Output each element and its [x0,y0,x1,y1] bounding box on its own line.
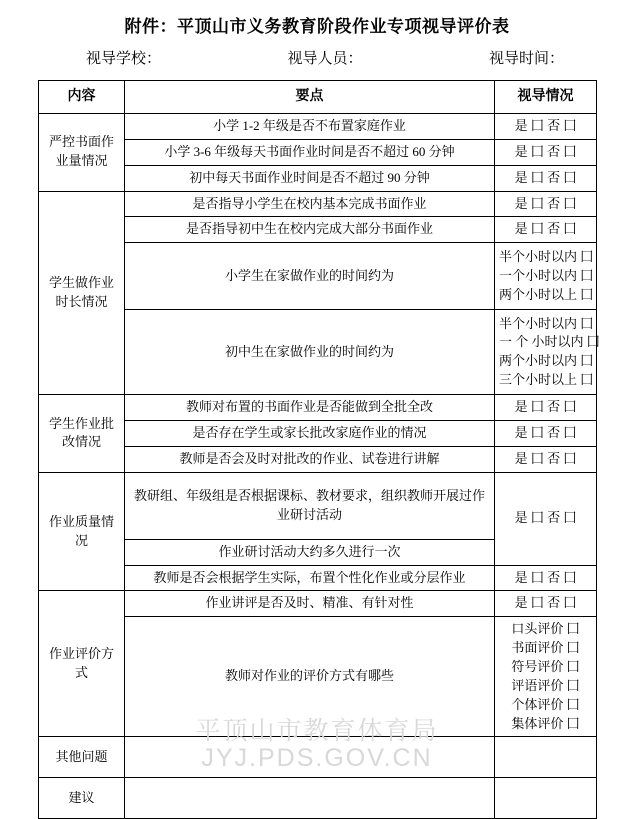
point-cell: 教师是否会根据学生实际，布置个性化作业或分层作业 [125,565,495,591]
status-option[interactable]: 书面评价 囗 [511,640,580,656]
status-cell[interactable]: 是 囗 否 囗 [495,565,597,591]
status-option[interactable]: 半个小时以内 囗 [499,248,594,264]
category-cell: 其他问题 [39,737,125,778]
document-page [0,12,634,805]
point-cell: 初中每天书面作业时间是否不超过 90 分钟 [125,165,495,191]
status-option[interactable]: 三个小时以上 囗 [499,372,594,388]
status-cell[interactable]: 是 囗 否 囗 [495,165,597,191]
status-option[interactable]: 个体评价 囗 [511,696,580,712]
category-cell [39,191,125,395]
status-cell[interactable]: 是 囗 否 囗 [495,114,597,140]
table-row [39,591,597,617]
point-cell: 初中生在家做作业的时间约为 [125,310,495,395]
category-label-line1: 学生做作业时长情况 [48,275,114,309]
status-cell[interactable]: 是 囗 否 囗 [495,421,597,447]
status-cell[interactable]: 是 囗 否 囗 [495,191,597,217]
point-cell: 教研组、年级组是否根据课标、教材要求，组织教师开展过作业研讨活动 [125,472,495,539]
header-points: 要点 [125,81,495,114]
category-cell: 建议 [39,778,125,819]
field-personnel: 视导人员： [287,51,363,67]
status-cell[interactable]: 是 囗 否 囗 [495,395,597,421]
status-cell[interactable]: 是 囗 否 囗 [495,591,597,617]
status-cell[interactable] [495,310,600,395]
status-option[interactable]: 一 个 小时以内 囗 [499,334,600,350]
watermark-line-cn: 平顶山市教育体育局 [195,717,439,745]
table-row [39,737,597,778]
header-fields [38,47,596,68]
header-status: 视导情况 [495,81,597,114]
table-row [39,114,597,140]
point-cell: 教师是否会及时对批改的作业、试卷进行讲解 [125,446,495,472]
page-title: 附件：平顶山市义务教育阶段作业专项视导评价表 [124,17,510,36]
status-cell[interactable] [495,778,597,819]
point-cell[interactable] [125,778,495,819]
field-time: 视导时间： [488,51,564,67]
status-option[interactable]: 两个小时以上 囗 [499,286,594,302]
category-label: 作业评价方式 [48,646,114,680]
point-cell: 作业研讨活动大约多久进行一次 [125,539,495,565]
status-option[interactable]: 符号评价 囗 [511,658,580,674]
category-cell: 严控书面作业量情况 [39,114,125,192]
status-cell[interactable]: 是 囗 否 囗 [495,217,597,243]
table-row [39,778,597,819]
table-row [39,395,597,421]
point-cell: 教师对布置的书面作业是否能做到全批全改 [125,395,495,421]
point-cell: 小学 3-6 年级每天书面作业时间是否不超过 60 分钟 [125,139,495,165]
point-cell: 小学生在家做作业的时间约为 [125,243,495,310]
status-cell[interactable]: 是 囗 否 囗 [495,472,597,565]
point-cell: 是否指导初中生在校内完成大部分书面作业 [125,217,495,243]
status-option[interactable]: 评语评价 囗 [511,677,580,693]
category-cell [39,591,125,737]
header-content: 内容 [39,81,125,114]
status-cell[interactable]: 是 囗 否 囗 [495,446,597,472]
status-option[interactable]: 两个小时以内 囗 [499,353,594,369]
category-cell: 学生作业批改情况 [39,395,125,473]
status-option[interactable]: 一个小时以内 囗 [499,267,594,283]
status-cell[interactable] [495,243,597,310]
point-cell: 小学 1-2 年级是否不布置家庭作业 [125,114,495,140]
status-option[interactable]: 口头评价 囗 [511,621,580,637]
table-row [39,472,597,539]
watermark-line-url: JYJ.PDS.GOV.CN [201,743,433,772]
status-cell[interactable] [495,737,597,778]
category-cell: 作业质量情况 [39,472,125,591]
point-cell: 是否指导小学生在校内基本完成书面作业 [125,191,495,217]
status-option[interactable]: 集体评价 囗 [511,715,580,731]
table-row [39,191,597,217]
field-school: 视导学校： [86,51,162,67]
point-cell: 作业讲评是否及时、精准、有针对性 [125,591,495,617]
table-header-row [39,81,597,114]
point-cell[interactable] [125,737,495,778]
evaluation-table [38,80,600,819]
point-cell: 教师对作业的评价方式有哪些 [125,617,495,737]
status-cell[interactable]: 是 囗 否 囗 [495,139,597,165]
status-cell[interactable] [495,617,597,737]
status-option[interactable]: 半个小时以内 囗 [499,315,594,331]
point-cell: 是否存在学生或家长批改家庭作业的情况 [125,421,495,447]
